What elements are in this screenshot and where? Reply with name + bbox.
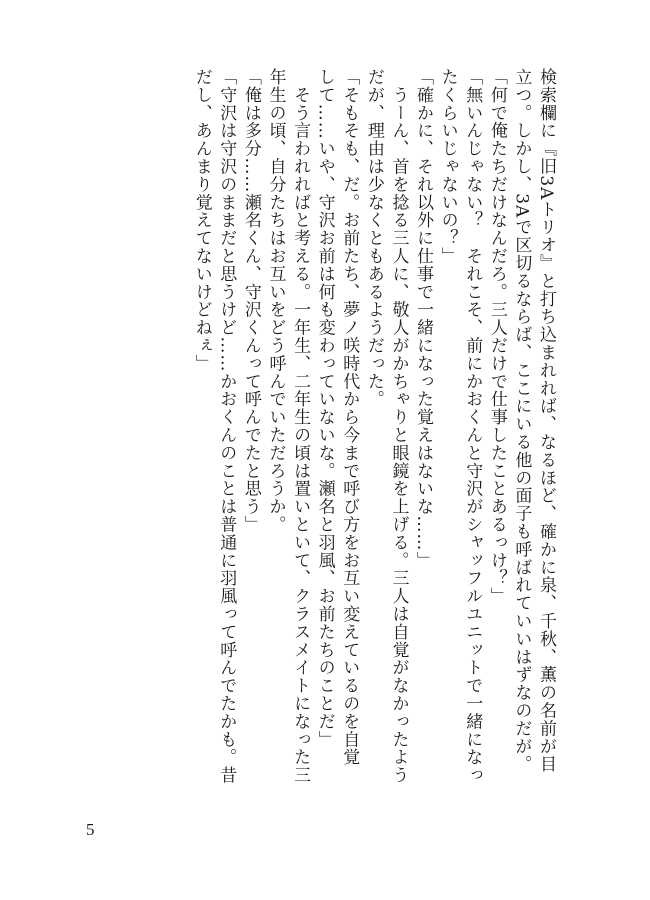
text-line-2: 立つ。しかし、3Aで区切るならば、ここにいる他の面子も呼ばれていいはずなのだが。	[511, 68, 532, 774]
text-line-3: 「何で俺たちだけなんだろ。三人だけで仕事したことあるっけ？」	[486, 68, 507, 605]
text-line-11: そう言われればと考える。一年生、二年生の頃は置いといて、クラスメイトになった三	[290, 68, 311, 784]
text-line-12: 年生の頃、自分たちはお互いをどう呼んでいただろうか。	[265, 68, 286, 534]
vertical-text-body	[189, 68, 558, 784]
text-line-5: たくらいじゃないの？」	[437, 68, 458, 265]
text-line-9: 「そもそも、だ。お前たち、夢ノ咲時代から今まで呼び方をお互い変えているのを自覚	[339, 68, 360, 767]
text-line-10: して……いや、守沢お前は何も変わっていないな。瀬名と羽風、お前たちのことだ」	[314, 68, 335, 749]
text-line-1: 検索欄に『旧3Aトリオ』と打ち込まれれば、なるほど、確かに泉、千秋、薫の名前が目	[536, 68, 556, 774]
text-line-15: だし、あんまり覚えてないけどねぇ」	[191, 68, 212, 373]
page-number: 5	[86, 820, 95, 839]
text-line-13: 「俺は多分……瀬名くん、守沢くんって呼んでたと思う」	[240, 68, 261, 534]
text-line-6: 「確かに、それ以外に仕事で一緒になった覚えはないな……」	[413, 68, 434, 570]
text-line-4: 「無いんじゃない？ それこそ、前にかおくんと守沢がシャッフルユニットで一緒になっ	[462, 68, 483, 784]
text-line-14: 「守沢は守沢のままだと思うけど……かおくんのことは普通に羽風って呼んでたかも。昔	[216, 68, 237, 784]
text-line-8: だが、理由は少なくともあるようだった。	[363, 68, 384, 409]
text-line-7: うーん、首を捻る三人に、敬人がかちゃりと眼鏡を上げる。三人は自覚がなかったよう	[388, 68, 409, 784]
